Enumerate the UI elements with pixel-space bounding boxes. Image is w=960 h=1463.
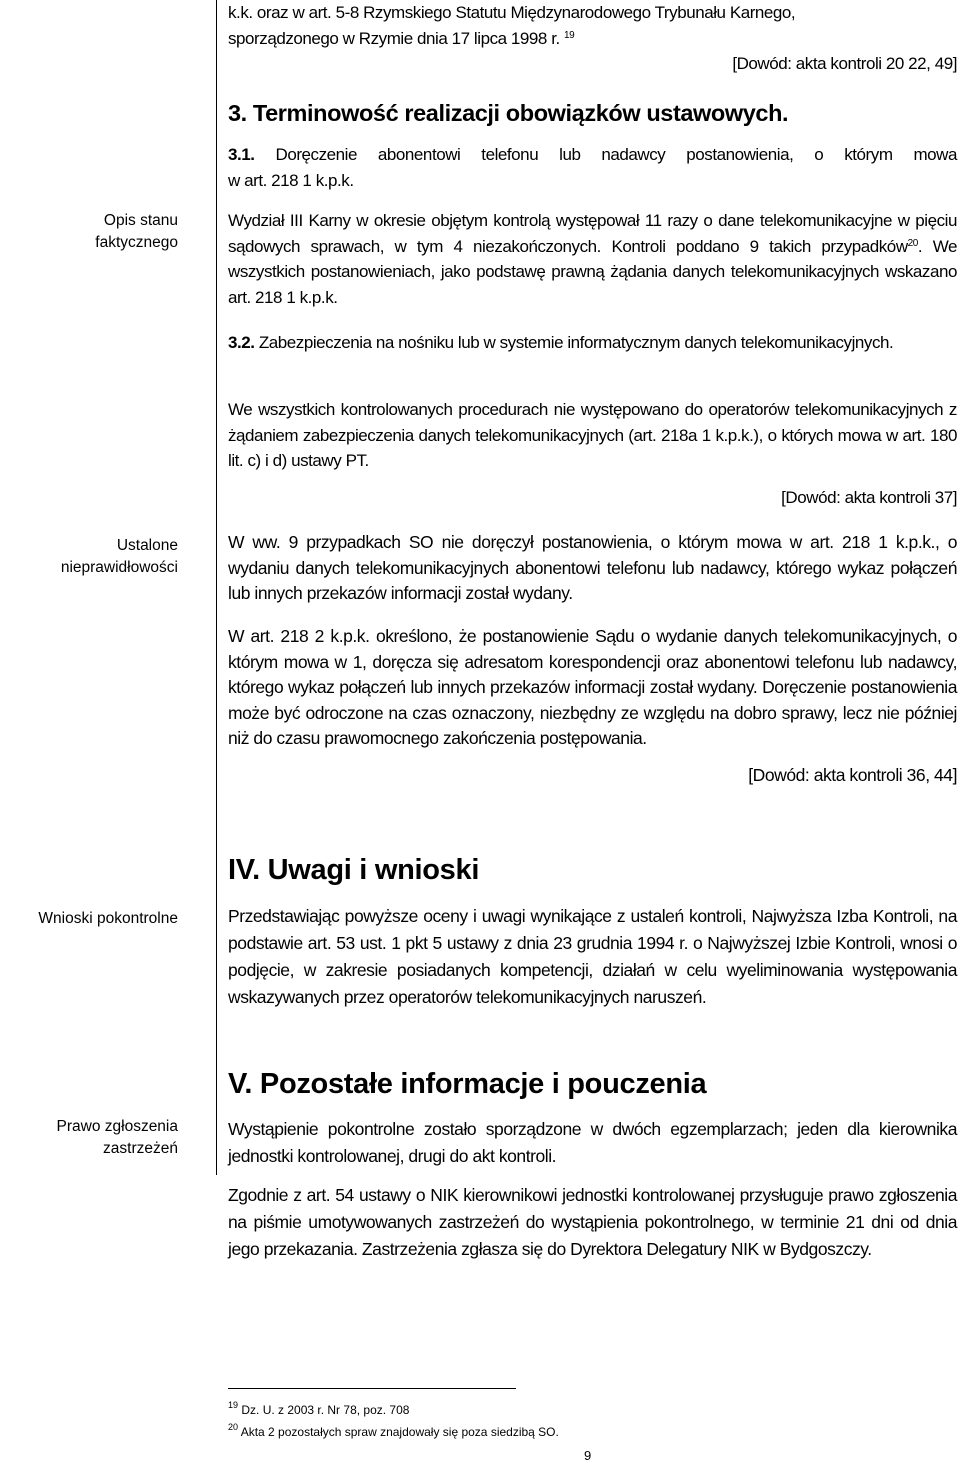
paragraph-zastrzezenia: Zgodnie z art. 54 ustawy o NIK kierownikowi jednostki kontrolowanej przysługuje prawo zgłoszenia na piśmie umotywowanych zastrzeżeń do wystąpienia pokontrolnego, w terminie 21 dni od dnia jego przekazania. Zastrzeżenia zgłasza się do Dyrektora Delegatury NIK w Bydgoszczy. <box>228 1185 957 1259</box>
paragraph-uwagi: Przedstawiając powyższe oceny i uwagi wynikające z ustaleń kontroli, Najwyższa Izba Kontroli, na podstawie art. 53 ust. 1 pkt 5 ustawy z dnia 23 grudnia 1994 r. o Najwyższej Izbie Kontroli, wnosi o podjęcie, w zakresie posiadanych kompetencji, działań w celu wyeliminowania występowania wskazywanych przez operatorów telekomunikacyjnych naruszeń. <box>228 906 957 1007</box>
paragraph-zabezpieczenia: We wszystkich kontrolowanych procedurach nie występowano do operatorów telekomunikacyjnych z żądaniem zabezpieczenia danych telekomunikacyjnych (art. 218a 1 k.p.k.), o których mowa w art. 180 lit. c) i d) ustawy PT. [Dowód: akta kontroli 37] <box>228 397 957 510</box>
footnote-20: $^{20}$ Akta 2 pozostałych spraw znajdowały się poza siedzibą SO. <box>228 1422 559 1439</box>
subsection-3-1-title: 3.1. Doręczenie abonentowi telefonu lub nadawcy postanowienia, o którym mowa w art. 218 1 k.p.k. <box>228 145 957 190</box>
section-5-title: V. Pozostałe informacje i pouczenia <box>228 1068 707 1100</box>
paragraph-egzemplarze: Wystąpienie pokontrolne zostało sporządzone w dwóch egzemplarzach; jeden dla kierownika jednostki kontrolowanej, drugi do akt kontroli. <box>228 1119 957 1166</box>
paragraph-doreczenie: W ww. 9 przypadkach SO nie doręczył postanowienia, o którym mowa w art. 218 1 k.p.k., o wydaniu danych telekomunikacyjnych abonentowi telefonu lub nadawcy, którego wykaz połączeń lub innych przekazów informacji został wydany. <box>228 532 957 603</box>
section-4-title: IV. Uwagi i wnioski <box>228 854 480 886</box>
footnote-19: $^{19}$ Dz. U. z 2003 r. Nr 78, poz. 708 <box>228 1400 410 1417</box>
margin-divider <box>216 0 217 1175</box>
evidence-ref: [Dowód: akta kontroli 36, 44] <box>748 764 957 785</box>
subsection-3-2-title: 3.2. Zabezpieczenia na nośniku lub w systemie informatycznym danych telekomunikacyjnych. <box>228 333 894 352</box>
evidence-ref: [Dowód: akta kontroli 37] <box>781 487 957 507</box>
margin-note-ustalone: Ustalone nieprawidłowości <box>60 537 178 576</box>
evidence-ref: [Dowód: akta kontroli 20 22, 49] <box>732 54 957 73</box>
margin-note-prawo: Prawo zgłoszenia zastrzeżeń <box>56 1118 178 1157</box>
paragraph-wydzial: Wydział III Karny w okresie objętym kontrolą występował 11 razy o dane telekomunikacyjne w pięciu sądowych sprawach, w tym 4 niezakończonych. Kontroli poddano 9 takich przypadków$^{20}$. We wszystkich postanowieniach, jako podstawę prawną żądania danych telekomunikacyjnych wskazano art. 218 1 k.p.k. <box>228 211 957 307</box>
margin-note-opis-stanu: Opis stanu faktycznego <box>95 212 178 251</box>
page-number: 9 <box>584 1448 592 1463</box>
margin-note-wnioski: Wnioski pokontrolne <box>38 910 178 927</box>
footnote-rule <box>228 1388 516 1389</box>
section-3-title: 3. Terminowość realizacji obowiązków ustawowych. <box>228 100 789 126</box>
paragraph-art-218: W art. 218 2 k.p.k. określono, że postanowienie Sądu o wydanie danych telekomunikacyjnych, o którym mowa w 1, doręcza się adresatom korespondencji oraz abonentowi telefonu lub nadawcy, którego wykaz połączeń lub innych przekazów informacji został wydany. Doręczenie postanowienia może być odroczone na czas oznaczony, niezbędny ze względu na dobro sprawy, lecz nie później niż do czasu prawomocnego zakończenia postępowania. [Dowód: akta kontroli 36, 44] <box>228 624 957 788</box>
top-paragraph: k.k. oraz w art. 5-8 Rzymskiego Statutu Międzynarodowego Trybunału Karnego, sporządzonego w Rzymie dnia 17 lipca 1998 r. $^{19}$ [Dowód: akta kontroli 20 22, 49] <box>228 0 957 77</box>
